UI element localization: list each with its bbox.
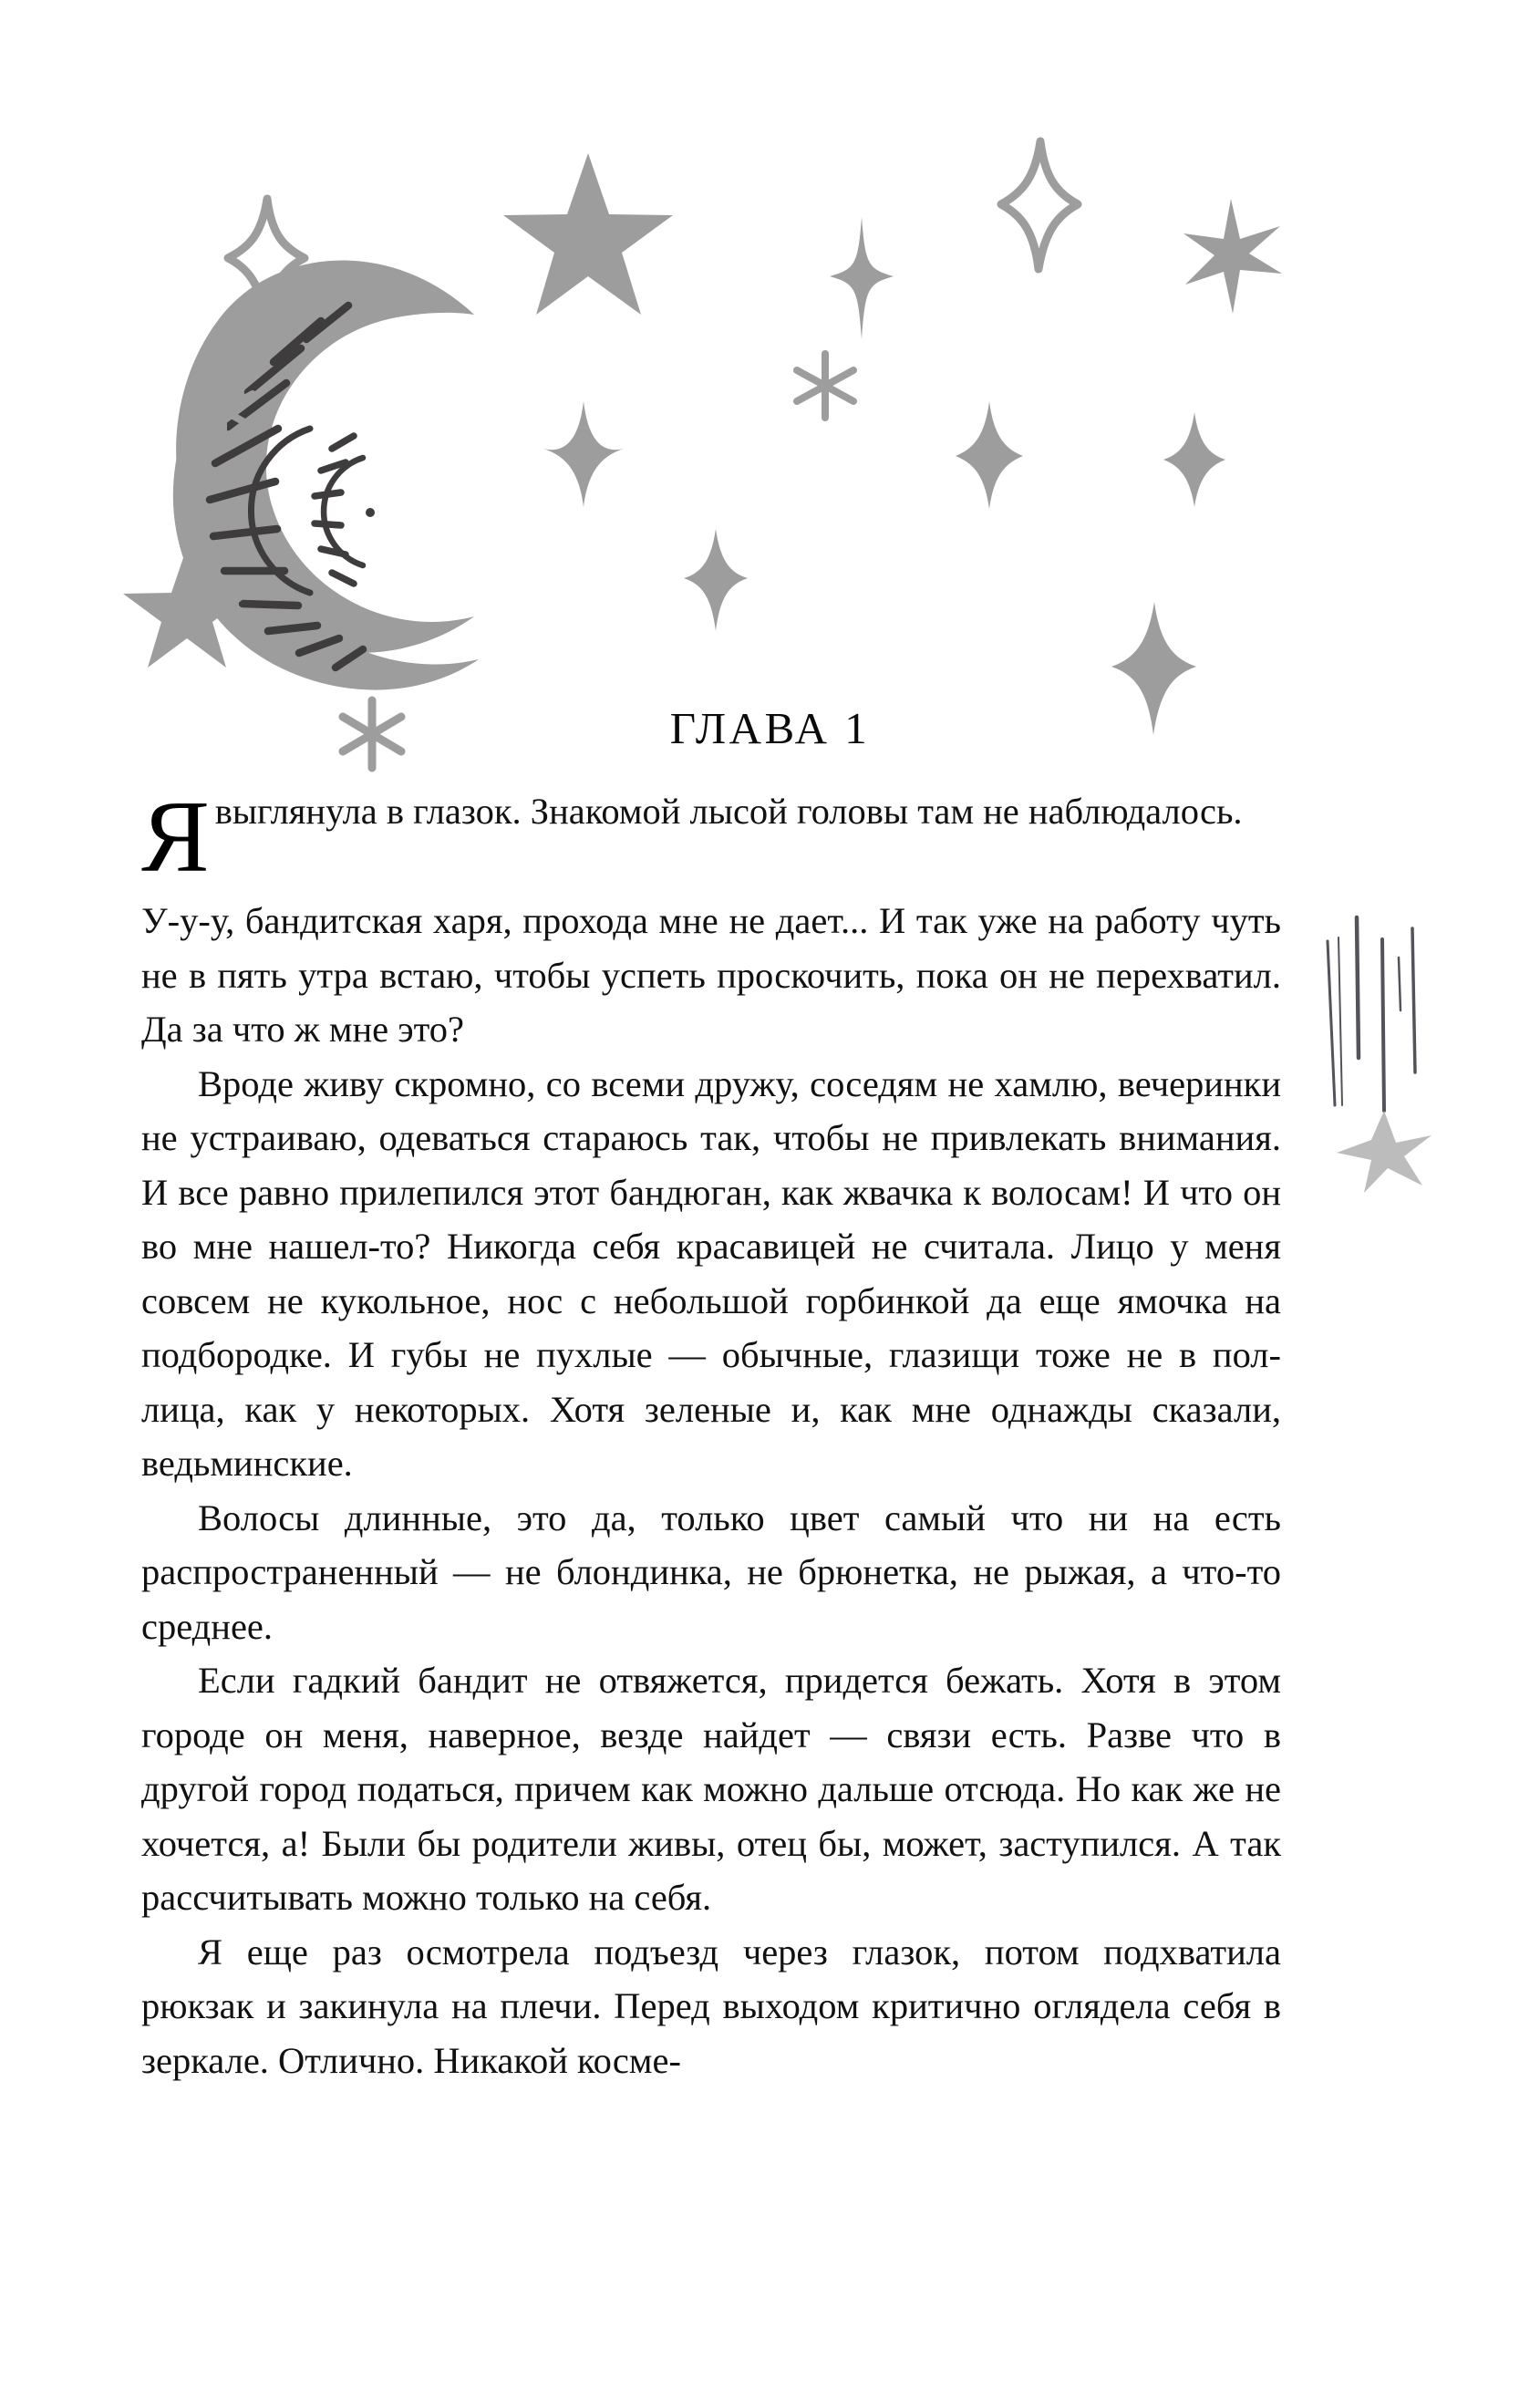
shooting-star-icon: [1276, 866, 1540, 1195]
four-point-outline-star-icon: [1001, 141, 1078, 269]
four-point-filled-star-icon: [1163, 412, 1225, 507]
paragraph: Вроде живу скромно, со всеми дружу, соседям не хамлю, вечеринки не устраиваю, одеваться стараюсь так, чтобы не привлекать внимания. И все равно прилепился этот бандюган, как жвачка к волосам! И что он во мне нашел-то? Никогда себя красавицей не считала. Лицо у меня совсем не кукольное, нос с небольшой горбинкой да еще ямочка на подбородке. И губы не пухлые — обычные, глазищи тоже не в пол-лица, как у некоторых. Хотя зеленые и, как мне однажды сказали, ведьминские.: [141, 1062, 1281, 1484]
paragraph: Волосы длинные, это да, только цвет самый что ни на есть распространенный — не блондинка, не брюнетка, не рыжая, а что-то среднее.: [141, 1496, 1281, 1647]
page-title: ГЛАВА 1: [669, 703, 871, 753]
body-text: [141, 781, 1281, 2087]
drop-cap: Я: [141, 781, 210, 894]
four-point-filled-star-icon: [684, 529, 748, 631]
paragraph: Я еще раз осмотрела подъезд через глазок, потом подхватила рюкзак и закинула на плечи. Перед выходом критично оглядела себя в зеркале. Отлично. Никакой косме-: [141, 1931, 1281, 2081]
five-point-filled-star-icon: [503, 153, 673, 315]
four-point-filled-star-icon: [543, 401, 624, 507]
four-point-filled-star-icon: [956, 401, 1023, 509]
paragraph-first: [141, 781, 1281, 894]
paragraph: У-у-у, бандитская харя, прохода мне не дает... И так уже на работу чуть не в пять утра встаю, чтобы успеть проскочить, пока он не перехватил. Да за что ж мне это?: [141, 900, 1281, 1050]
paragraph: Если гадкий бандит не отвяжется, придется бежать. Хотя в этом городе он меня, наверное, везде найдет — связи есть. Разве что в другой город податься, причем как можно дальше отсюда. Но как же не хочется, а! Были бы родители живы, отец бы, может, заступился. А так рассчитывать можно только на себя.: [141, 1660, 1281, 1918]
thin-cross-sparkle-icon: [830, 217, 894, 339]
crescent-moon-icon: [173, 260, 479, 689]
header-decoration: [0, 0, 1540, 766]
paragraph-text: выглянула в глазок. Знакомой лысой головы там не наблюдалось.: [214, 791, 1243, 832]
margin-decoration: [1276, 866, 1540, 1195]
asterisk-sparkle-icon: [797, 354, 853, 418]
six-point-sparkle-icon: [1183, 199, 1282, 314]
